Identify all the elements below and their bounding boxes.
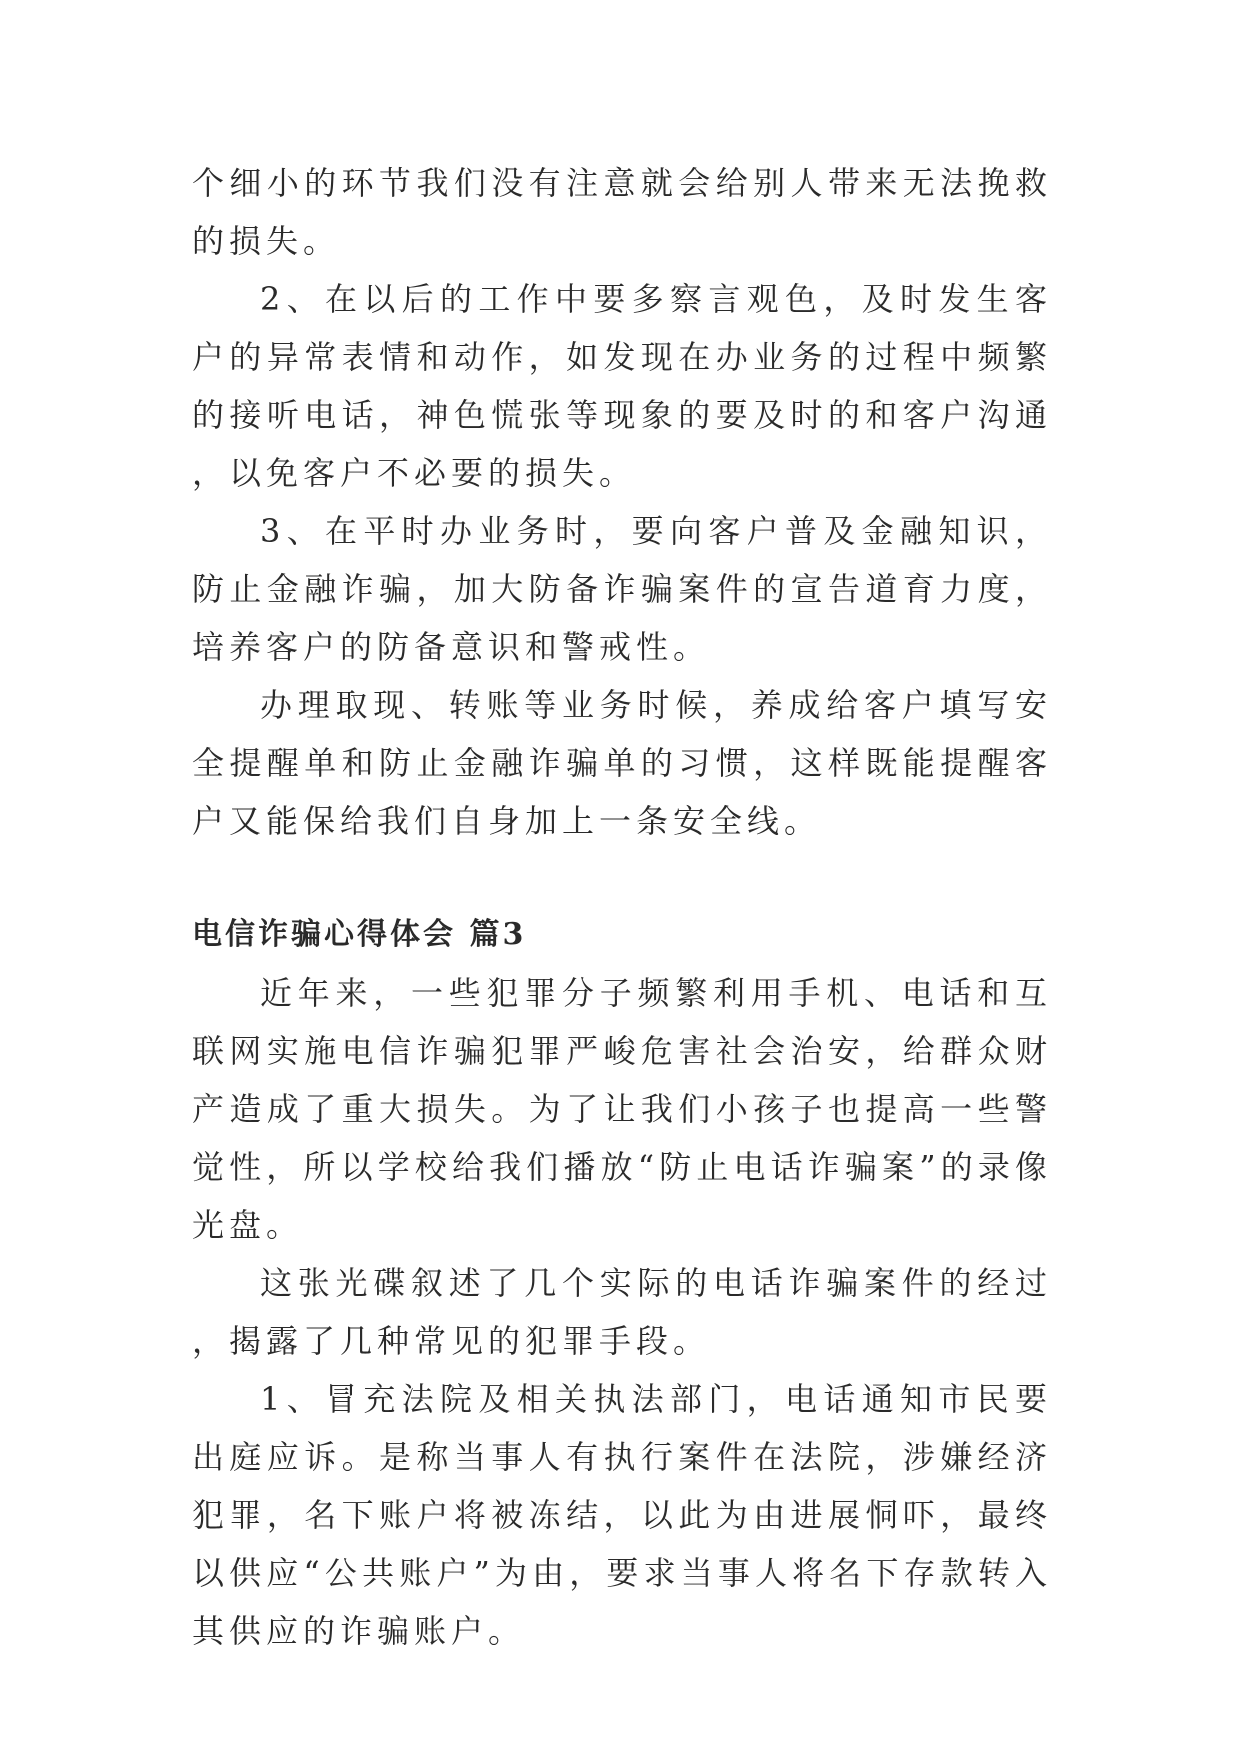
section-heading: 电信诈骗心得体会 篇3: [192, 917, 527, 952]
paragraph-loss-continuation: 个细小的环节我们没有注意就会给别人带来无法挽救的损失。: [192, 164, 1052, 260]
paragraph-intro: 近年来，一些犯罪分子频繁利用手机、电话和互联网实施电信诈骗犯罪严峻危害社会治安，给群众财产造成了重大损失。为了让我们小孩子也提高一些警觉性，所以学校给我们播放“防止电话诈骗案”的录像光盘。: [192, 974, 1052, 1244]
paragraph-method-1: 1、冒充法院及相关执法部门，电话通知市民要出庭应诉。是称当事人有执行案件在法院，涉嫌经济犯罪，名下账户将被冻结，以此为由进展恫吓，最终以供应“公共账户”为由，要求当事人将名下存款转入其供应的诈骗账户。: [192, 1380, 1052, 1650]
paragraph-point-2: 2、在以后的工作中要多察言观色，及时发生客户的异常表情和动作，如发现在办业务的过程中频繁的接听电话，神色慌张等现象的要及时的和客户沟通，以免客户不必要的损失。: [192, 280, 1052, 492]
paragraph-point-3: 3、在平时办业务时，要向客户普及金融知识，防止金融诈骗，加大防备诈骗案件的宣告道育力度，培养客户的防备意识和警戒性。: [192, 512, 1052, 666]
document-body: [192, 154, 1052, 1660]
paragraph-disc-summary: 这张光碟叙述了几个实际的电话诈骗案件的经过，揭露了几种常见的犯罪手段。: [192, 1264, 1052, 1360]
paragraph-safety-habit: 办理取现、转账等业务时候，养成给客户填写安全提醒单和防止金融诈骗单的习惯，这样既能提醒客户又能保给我们自身加上一条安全线。: [192, 686, 1052, 840]
